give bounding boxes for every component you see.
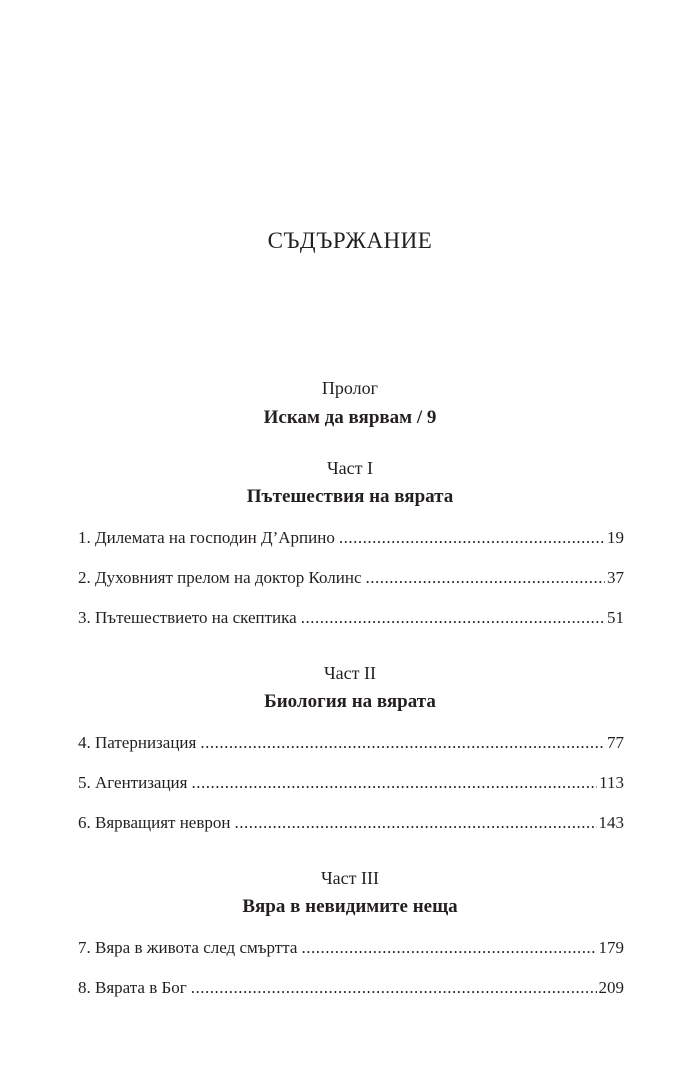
chapter-title: 6. Вярващият неврон bbox=[78, 813, 231, 832]
toc-entry-chapter-4[interactable] bbox=[78, 733, 624, 753]
dot-leader bbox=[200, 733, 605, 753]
chapter-title: 7. Вяра в живота след смъртта bbox=[78, 938, 298, 957]
chapter-title: 2. Духовният прелом на доктор Колинс bbox=[78, 568, 362, 587]
toc-entry-chapter-8[interactable] bbox=[78, 978, 624, 998]
part-1-label: Част I bbox=[326, 458, 374, 478]
chapter-title: 5. Агентизация bbox=[78, 773, 188, 792]
chapter-title: 1. Дилемата на господин Д’Арпино bbox=[78, 528, 335, 547]
toc-entry-chapter-3[interactable] bbox=[78, 608, 624, 628]
page-number: 179 bbox=[598, 938, 624, 957]
chapter-title: 8. Вярата в Бог bbox=[78, 978, 187, 997]
toc-entry-chapter-7[interactable] bbox=[78, 938, 624, 958]
page-number: 209 bbox=[598, 978, 624, 997]
page-number: 37 bbox=[607, 568, 624, 587]
prologue-title: Искам да вярвам / 9 bbox=[263, 407, 437, 428]
dot-leader bbox=[366, 568, 605, 588]
toc-title: СЪДЪРЖАНИЕ bbox=[267, 228, 433, 253]
part-2-label: Част II bbox=[323, 663, 377, 683]
dot-leader bbox=[301, 608, 605, 628]
toc-entry-chapter-1[interactable] bbox=[78, 528, 624, 548]
page-number: 19 bbox=[607, 528, 624, 547]
toc-entry-chapter-2[interactable] bbox=[78, 568, 624, 588]
page-number: 77 bbox=[607, 733, 624, 752]
part-2-title: Биология на вярата bbox=[264, 691, 436, 712]
chapter-title: 3. Пътешествието на скептика bbox=[78, 608, 297, 627]
toc-entry-chapter-5[interactable] bbox=[78, 773, 624, 793]
chapter-title: 4. Патернизация bbox=[78, 733, 197, 752]
dot-leader bbox=[191, 978, 597, 998]
dot-leader bbox=[339, 528, 605, 548]
prologue-label: Пролог bbox=[321, 378, 379, 398]
dot-leader bbox=[301, 938, 596, 958]
part-3-label: Част III bbox=[320, 868, 380, 888]
part-3-title: Вяра в невидимите неща bbox=[242, 896, 458, 917]
dot-leader bbox=[234, 813, 596, 833]
page-number: 113 bbox=[599, 773, 624, 792]
page-number: 51 bbox=[607, 608, 624, 627]
page-number: 143 bbox=[598, 813, 624, 832]
dot-leader bbox=[191, 773, 597, 793]
part-1-title: Пътешествия на вярата bbox=[246, 486, 454, 507]
toc-entry-chapter-6[interactable] bbox=[78, 813, 624, 833]
